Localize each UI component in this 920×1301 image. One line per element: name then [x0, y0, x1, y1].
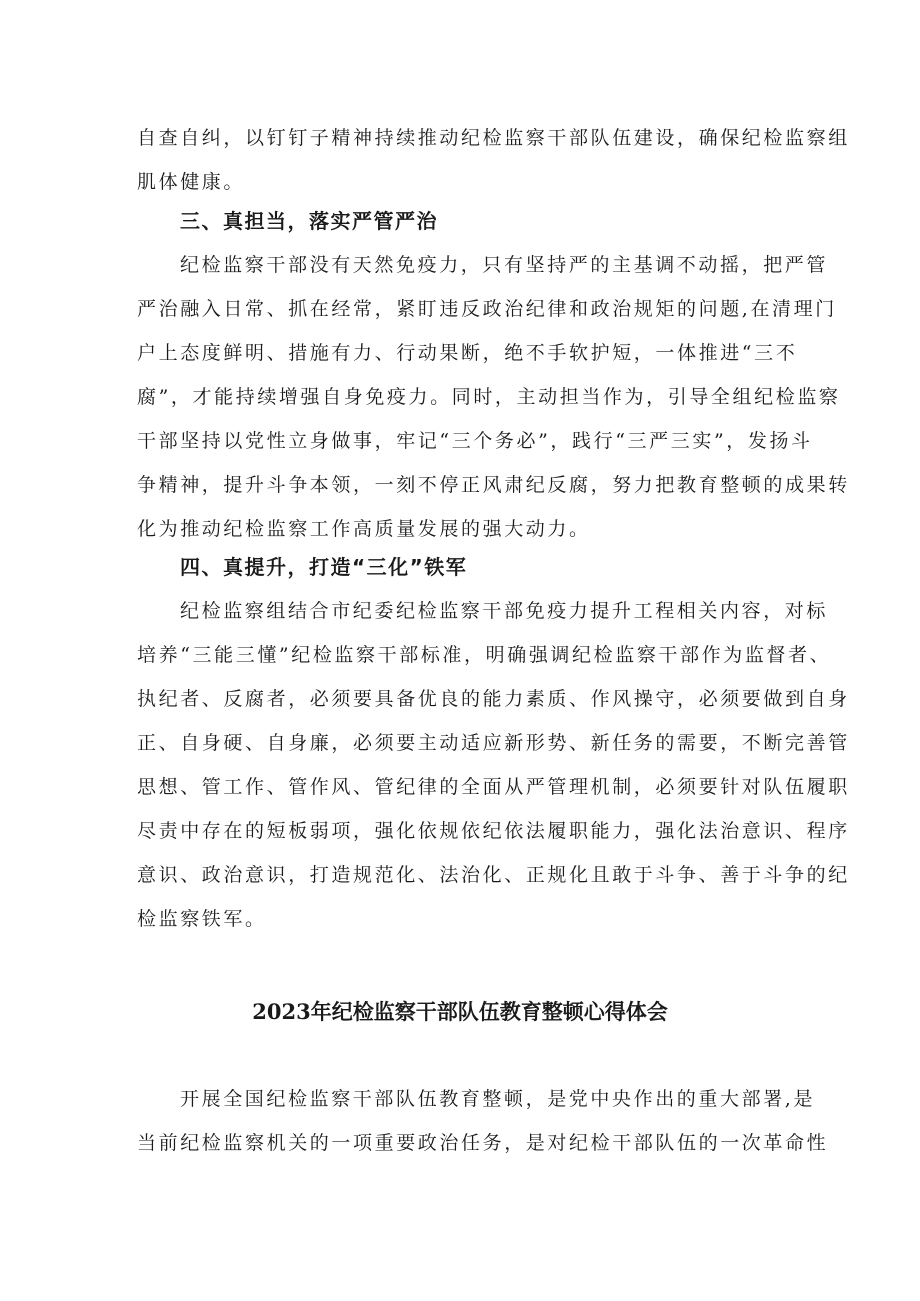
paragraph-line: 自查自纠，以钉钉子精神持续推动纪检监察干部队伍建设，确保纪检监察组 [137, 127, 850, 149]
paragraph-line: 开展全国纪检监察干部队伍教育整顿，是党中央作出的重大部署,是 [180, 1088, 816, 1110]
paragraph-line: 严治融入日常、抓在经常，紧盯违反政治纪律和政治规矩的问题,在清理门 [137, 298, 837, 320]
paragraph-line: 尽责中存在的短板弱项，强化依规依纪依法履职能力，强化法治意识、程序 [137, 820, 850, 842]
paragraph-line: 培养“三能三懂”纪检监察干部标准，明确强调纪检监察干部作为监督者、 [137, 644, 832, 666]
paragraph-line: 化为推动纪检监察工作高质量发展的强大动力。 [137, 518, 591, 540]
paragraph-line: 正、自身硬、自身廉，必须要主动适应新形势、新任务的需要，不断完善管 [137, 732, 850, 754]
paragraph-line: 户上态度鲜明、措施有力、行动果断，绝不手软护短，一体推进“三不 [137, 342, 798, 364]
paragraph-line: 执纪者、反腐者，必须要具备优良的能力素质、作风操守，必须要做到自身 [137, 688, 850, 710]
paragraph-line: 检监察铁军。 [137, 908, 267, 930]
paragraph-line: 当前纪检监察机关的一项重要政治任务，是对纪检干部队伍的一次革命性 [137, 1132, 829, 1154]
section-heading-three: 三、真担当，落实严管严治 [180, 209, 438, 233]
paragraph-line: 腐”，才能持续增强自身免疫力。同时，主动担当作为，引导全组纪检监察 [137, 386, 841, 408]
article-title: 2023年纪检监察干部队伍教育整顿心得体会 [252, 999, 668, 1024]
paragraph-line: 思想、管工作、管作风、管纪律的全面从严管理机制，必须要针对队伍履职 [137, 776, 850, 798]
paragraph-line: 纪检监察组结合市纪委纪检监察干部免疫力提升工程相关内容，对标 [180, 600, 829, 622]
paragraph-line: 肌体健康。 [137, 171, 246, 193]
paragraph-line: 争精神，提升斗争本领，一刻不停正风肃纪反腐，努力把教育整顿的成果转 [137, 474, 850, 496]
section-heading-four: 四、真提升，打造“三化”铁军 [180, 555, 468, 579]
paragraph-line: 干部坚持以党性立身做事，牢记“三个务必”，践行“三严三实”，发扬斗 [137, 430, 813, 452]
paragraph-line: 纪检监察干部没有天然免疫力，只有坚持严的主基调不动摇，把严管 [180, 254, 829, 276]
paragraph-line: 意识、政治意识，打造规范化、法治化、正规化且敢于斗争、善于斗争的纪 [137, 864, 850, 886]
